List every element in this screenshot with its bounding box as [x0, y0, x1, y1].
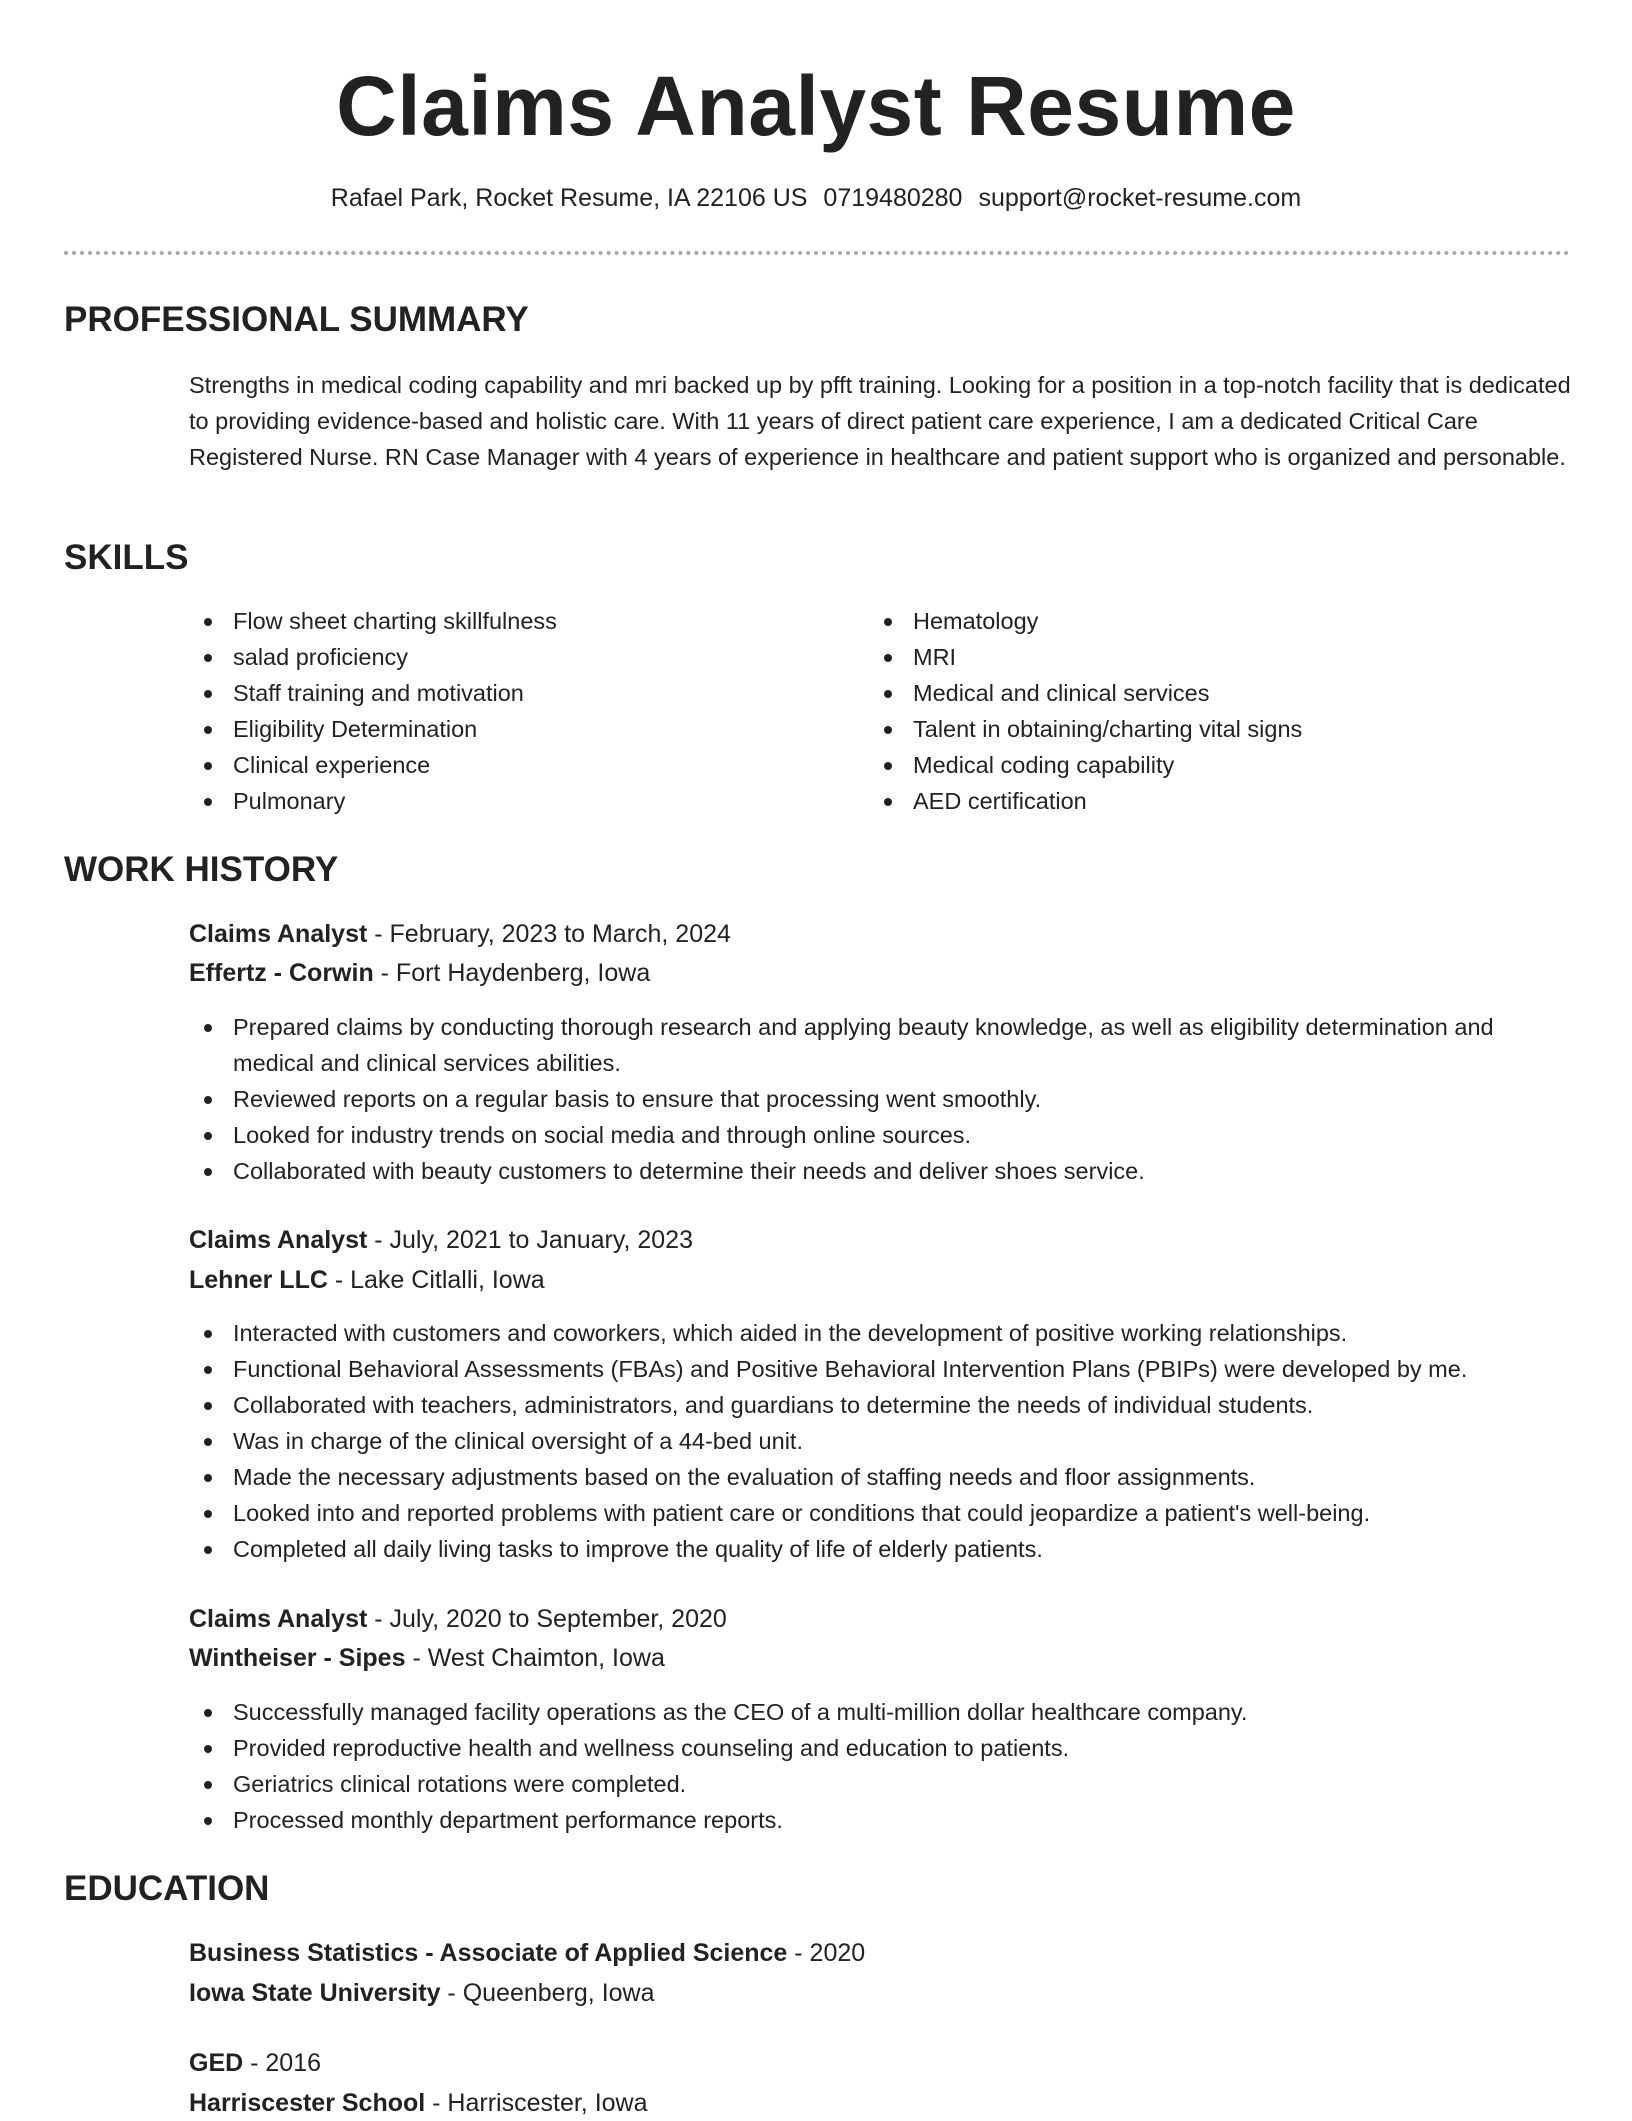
education-school: Iowa State University	[189, 1979, 441, 2007]
education-location: - Queenberg, Iowa	[440, 1979, 655, 2007]
education-school: Harriscester School	[189, 2089, 426, 2117]
skills-list-right	[869, 603, 1569, 819]
job-company-line	[189, 1640, 665, 1676]
summary-heading: PROFESSIONAL SUMMARY	[64, 300, 529, 339]
job-location: - Fort Haydenberg, Iowa	[373, 959, 651, 987]
job-dates: - February, 2023 to March, 2024	[367, 920, 731, 948]
skill-item: MRI	[869, 639, 1569, 675]
skills-heading: SKILLS	[64, 538, 189, 577]
job-duties-list	[189, 1694, 1575, 1838]
contact-phone: 0719480280	[823, 184, 963, 212]
contact-address: Rafael Park, Rocket Resume, IA 22106 US	[330, 184, 808, 212]
education-location: - Harriscester, Iowa	[425, 2089, 648, 2117]
job-title: Claims Analyst	[189, 1226, 368, 1254]
education-year: - 2016	[243, 2049, 322, 2077]
job-company-line	[189, 955, 650, 991]
job-duty: Provided reproductive health and wellness counseling and education to patients.	[189, 1730, 1575, 1766]
job-title-line	[189, 916, 731, 952]
skill-item: Flow sheet charting skillfulness	[189, 603, 829, 639]
education-degree-line	[189, 2045, 321, 2081]
education-school-line	[189, 1975, 655, 2011]
job-duty: Reviewed reports on a regular basis to ensure that processing went smoothly.	[189, 1081, 1575, 1117]
job-location: - Lake Citlalli, Iowa	[327, 1266, 545, 1294]
job-duty: Processed monthly department performance reports.	[189, 1802, 1575, 1838]
job-dates: - July, 2020 to September, 2020	[367, 1605, 727, 1633]
job-duty: Was in charge of the clinical oversight of a 44-bed unit.	[189, 1423, 1575, 1459]
job-title: Claims Analyst	[189, 920, 368, 948]
job-duty: Looked for industry trends on social media and through online sources.	[189, 1117, 1575, 1153]
contact-line	[0, 182, 1632, 214]
job-duty: Collaborated with beauty customers to determine their needs and deliver shoes service.	[189, 1153, 1575, 1189]
job-duty: Prepared claims by conducting thorough research and applying beauty knowledge, as well as eligibility determination and medical and clinical services abilities.	[189, 1009, 1575, 1081]
job-company: Effertz - Corwin	[189, 959, 374, 987]
education-heading: EDUCATION	[64, 1869, 270, 1908]
skill-item: AED certification	[869, 783, 1569, 819]
work-history-heading: WORK HISTORY	[64, 850, 339, 889]
job-duties-list	[189, 1009, 1575, 1189]
job-duty: Looked into and reported problems with patient care or conditions that could jeopardize a patient's well-being.	[189, 1495, 1575, 1531]
skill-item: Hematology	[869, 603, 1569, 639]
skill-item: Staff training and motivation	[189, 675, 829, 711]
job-title: Claims Analyst	[189, 1605, 368, 1633]
job-duties-list	[189, 1315, 1575, 1567]
job-duty: Completed all daily living tasks to improve the quality of life of elderly patients.	[189, 1531, 1575, 1567]
job-location: - West Chaimton, Iowa	[405, 1644, 665, 1672]
skills-list-left	[189, 603, 829, 819]
skill-item: salad proficiency	[189, 639, 829, 675]
contact-email: support@rocket-resume.com	[978, 184, 1302, 212]
resume-title: Claims Analyst Resume	[336, 59, 1296, 153]
skill-item: Eligibility Determination	[189, 711, 829, 747]
skill-item: Talent in obtaining/charting vital signs	[869, 711, 1569, 747]
header-divider	[64, 251, 1570, 255]
job-company: Wintheiser - Sipes	[189, 1644, 406, 1672]
skill-item: Clinical experience	[189, 747, 829, 783]
job-company: Lehner LLC	[189, 1266, 328, 1294]
education-school-line	[189, 2085, 648, 2121]
education-degree: Business Statistics - Associate of Applied Science	[189, 1939, 788, 1967]
job-title-line	[189, 1601, 727, 1637]
job-duty: Successfully managed facility operations as the CEO of a multi-million dollar healthcare company.	[189, 1694, 1575, 1730]
job-duty: Functional Behavioral Assessments (FBAs) and Positive Behavioral Intervention Plans (PBIPs) were developed by me.	[189, 1351, 1575, 1387]
education-degree: GED	[189, 2049, 244, 2077]
summary-text: Strengths in medical coding capability and mri backed up by pfft training. Looking for a position in a top-notch facility that is dedicated to providing evidence-based and holistic care. With 11 years of direct patient care experience, I am a dedicated Critical Care Registered Nurse. RN Case Manager with 4 years of experience in healthcare and patient support who is organized and personable.	[189, 372, 1571, 470]
job-duty: Geriatrics clinical rotations were completed.	[189, 1766, 1575, 1802]
education-year: - 2020	[787, 1939, 866, 1967]
job-dates: - July, 2021 to January, 2023	[367, 1226, 693, 1254]
job-title-line	[189, 1222, 693, 1258]
skill-item: Pulmonary	[189, 783, 829, 819]
skill-item: Medical coding capability	[869, 747, 1569, 783]
job-duty: Collaborated with teachers, administrators, and guardians to determine the needs of individual students.	[189, 1387, 1575, 1423]
job-duty: Made the necessary adjustments based on the evaluation of staffing needs and floor assignments.	[189, 1459, 1575, 1495]
job-company-line	[189, 1262, 545, 1298]
job-duty: Interacted with customers and coworkers, which aided in the development of positive working relationships.	[189, 1315, 1575, 1351]
education-degree-line	[189, 1935, 865, 1971]
skill-item: Medical and clinical services	[869, 675, 1569, 711]
